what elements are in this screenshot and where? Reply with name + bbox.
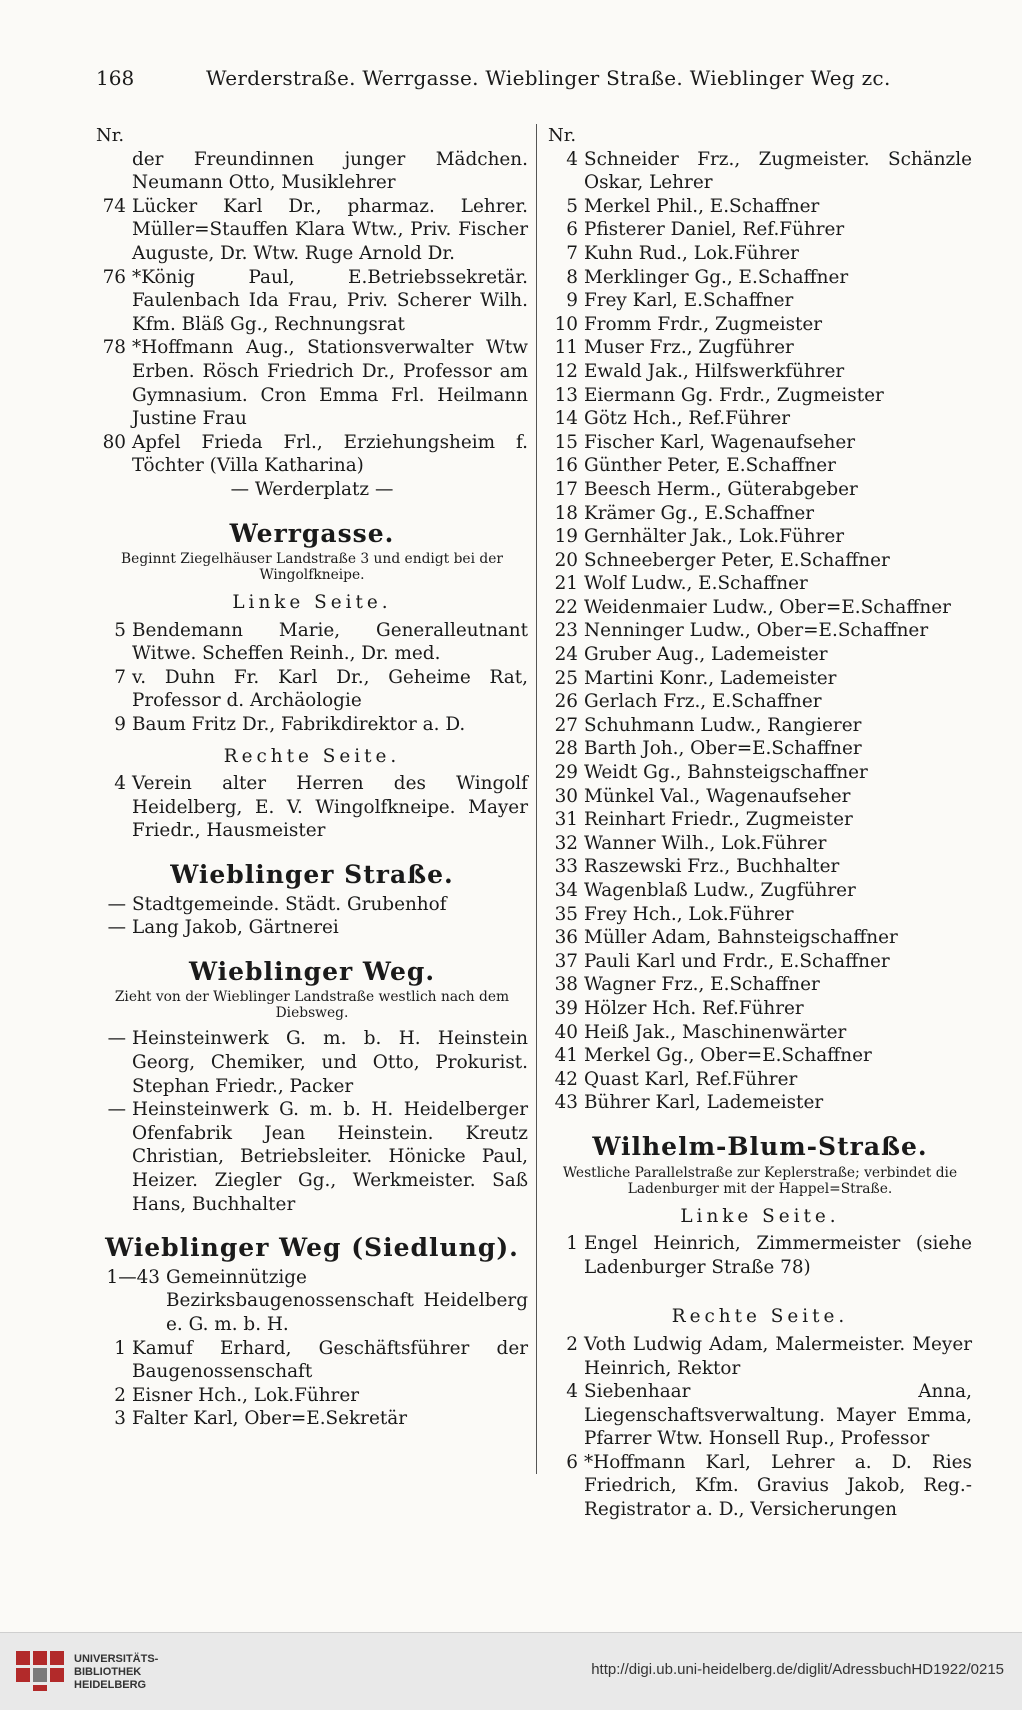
house-number: 40 [554,1021,578,1043]
number-column-label: Nr. [96,125,125,146]
entry-text: Eisner Hch., Lok.Führer [132,1384,360,1406]
house-number: 2 [114,1384,126,1406]
list-item [96,713,528,737]
house-number: 31 [554,809,578,831]
continued-entry: der Freundinnen junger Mädchen. Neumann Otto, Musiklehrer [132,148,528,194]
street-description: Beginnt Ziegelhäuser Landstraße 3 und endigt bei der Wingolfkneipe. [121,551,503,584]
list-item [548,903,972,927]
entry-text: Beesch Herm., Güterabgeber [584,478,858,500]
entry-text: Merkel Gg., Ober=E.Schaffner [584,1045,872,1067]
entry-text: Gerlach Frz., E.Schaffner [584,691,822,713]
entry-text: Hölzer Hch. Ref.Führer [584,997,804,1019]
entry-text: Schneeberger Peter, E.Schaffner [584,549,890,571]
entry-text: Lang Jakob, Gärtnerei [132,917,339,939]
entry-text: Barth Joh., Ober=E.Schaffner [584,738,862,760]
entry-text: Gernhälter Jak., Lok.Führer [584,526,845,548]
list-item [96,1098,528,1216]
list-item [548,973,972,997]
house-number: 10 [554,313,578,335]
square-marker: — Werderplatz — [230,478,394,500]
list-item [548,572,972,596]
house-number: 6 [566,219,578,241]
entry-text: Raszewski Frz., Buchhalter [584,856,840,878]
list-item [548,785,972,809]
list-item [548,714,972,738]
library-name [74,1653,158,1692]
list-item [548,525,972,549]
entry-text: Weidenmaier Ludw., Ober=E.Schaffner [584,596,951,618]
entry-text: Voth Ludwig Adam, Malermeister. Meyer Heinrich, Rektor [584,1333,972,1379]
street-heading: Wilhelm-Blum-Straße. [592,1131,928,1161]
left-column [96,124,528,1431]
house-number: 74 [102,195,126,217]
entry-text: Münkel Val., Wagenaufseher [584,785,851,807]
list-item [96,431,528,478]
entry-text: Engel Heinrich, Zimmermeister (siehe Ladenburger Straße 78) [584,1233,972,1278]
library-name-line: UNIVERSITÄTS- [74,1653,159,1665]
entry-text: Bendemann Marie, Generalleutnant Witwe. Scheffen Reinh., Dr. med. [132,619,528,665]
list-item [548,218,972,242]
list-item [548,407,972,431]
house-number: 30 [554,785,578,807]
street-description: Westliche Parallelstraße zur Keplerstraße; verbindet die Ladenburger mit der Happel=Straße. [562,1164,958,1197]
viewer-footer [0,1632,1022,1710]
entry-text: Frey Karl, E.Schaffner [584,290,794,312]
house-number-range: 1—43 [106,1266,160,1288]
entry-text: *Hoffmann Aug., Stationsverwalter Wtw Erben. Rösch Friedrich Dr., Professor am Gymnasium. Cron Emma Frl. Heilmann Justine Frau [132,337,528,430]
list-item [96,893,528,917]
street-heading: Werrgasse. [229,518,395,548]
house-number: 23 [554,620,578,642]
university-library-logo-icon [14,1649,66,1693]
entry-text: Quast Karl, Ref.Führer [584,1068,798,1090]
permalink-url[interactable]: http://digi.ub.uni-heidelberg.de/diglit/AdressbuchHD1922/0215 [591,1661,1004,1678]
list-item [548,1380,972,1451]
street-description: Zieht von der Wieblinger Landstraße westlich nach dem Diebsweg. [114,989,510,1022]
house-number: 41 [554,1045,578,1067]
list-item [548,360,972,384]
entry-text: Siebenhaar Anna, Liegenschaftsverwaltung. Mayer Emma, Pfarrer Wtw. Honsell Rup., Professor [584,1381,972,1450]
house-number: 27 [554,714,578,736]
house-number: 17 [554,478,578,500]
list-item [548,808,972,832]
list-item [548,313,972,337]
resident-list [548,148,972,1115]
list-item [96,1266,528,1337]
entry-text: Lücker Karl Dr., pharmaz. Lehrer. Müller=Stauffen Klara Wtw., Priv. Fischer Auguste, Dr. Wtw. Ruge Arnold Dr. [132,195,528,264]
entry-text: Frey Hch., Lok.Führer [584,903,794,925]
side-heading: Rechte Seite. [671,1306,849,1328]
list-item [96,619,528,666]
library-name-line: BIBLIOTHEK [74,1666,142,1678]
library-name-line: HEIDELBERG [74,1679,147,1691]
list-item [548,879,972,903]
list-item [548,289,972,313]
list-item [96,916,528,940]
entry-text: Wanner Wilh., Lok.Führer [584,832,827,854]
entry-text: Kamuf Erhard, Geschäftsführer der Baugenossenschaft [132,1337,528,1383]
entry-text: Schuhmann Ludw., Rangierer [584,714,862,736]
house-number: 2 [566,1333,578,1355]
entry-text: Wagner Frz., E.Schaffner [584,974,820,996]
house-number: 18 [554,502,578,524]
house-number: 28 [554,738,578,760]
list-item [548,832,972,856]
entry-text: Fromm Frdr., Zugmeister [584,313,823,335]
list-item [548,667,972,691]
entry-text: Heinsteinwerk G. m. b. H. Heidelberger Ofenfabrik Jean Heinstein. Kreutz Christian, Betriebsleiter. Hönicke Paul, Heizer. Ziegler Gg., Werkmeister. Saß Hans, Buchhalter [132,1099,528,1215]
house-number: — [107,893,126,915]
list-item [548,431,972,455]
house-number: 76 [102,266,126,288]
entry-text: Gemeinnützige Bezirksbaugenossenschaft Heidelberg e. G. m. b. H. [166,1266,528,1335]
house-number: — [107,917,126,939]
spacer [548,1279,972,1297]
house-number: 11 [554,337,578,359]
entry-text: *König Paul, E.Betriebssekretär. Faulenbach Ida Frau, Priv. Scherer Wilh. Kfm. Bläß Gg., Rechnungsrat [132,266,528,335]
house-number: 12 [554,360,578,382]
list-item [548,478,972,502]
entry-text: Krämer Gg., E.Schaffner [584,502,815,524]
house-number: 34 [554,880,578,901]
list-item [96,195,528,266]
house-number: 9 [566,290,578,312]
list-item [548,737,972,761]
list-item [548,1068,972,1092]
house-number: 13 [554,384,578,406]
list-item [548,384,972,408]
side-heading: Linke Seite. [680,1205,840,1227]
side-heading: Linke Seite. [232,592,392,614]
list-item [548,1451,972,1522]
house-number: 38 [554,974,578,996]
house-number: 43 [554,1092,578,1114]
entry-text: Ewald Jak., Hilfswerkführer [584,360,845,382]
list-item [548,950,972,974]
list-item [548,454,972,478]
entry-text: Nenninger Ludw., Ober=E.Schaffner [584,620,929,642]
list-item [548,1232,972,1279]
house-number: 4 [566,1381,578,1403]
entry-text: *Hoffmann Karl, Lehrer a. D. Ries Friedrich, Kfm. Gravius Jakob, Reg.-Registrator a. D., Versicherungen [584,1451,972,1521]
house-number: 6 [566,1451,578,1473]
entry-text: Reinhart Friedr., Zugmeister [584,809,853,831]
entry-text: Müller Adam, Bahnsteigschaffner [584,927,898,949]
list-item [96,772,528,843]
entry-text: Merklinger Gg., E.Schaffner [584,266,849,288]
list-item [548,242,972,266]
entry-text: v. Duhn Fr. Karl Dr., Geheime Rat, Professor d. Archäologie [132,666,528,712]
entry-text: Martini Konr., Lademeister [584,667,837,689]
house-number: 14 [554,408,578,430]
house-number: 7 [566,242,578,264]
entry-text: Pfisterer Daniel, Ref.Führer [584,219,845,241]
house-number: 42 [554,1068,578,1090]
list-item [548,619,972,643]
list-item [96,1407,528,1431]
house-number: 20 [554,549,578,571]
house-number: 26 [554,691,578,713]
running-title: Werderstraße. Werrgasse. Wieblinger Straße. Wieblinger Weg zc. [206,66,891,90]
entry-text: Heiß Jak., Maschinenwärter [584,1021,847,1043]
entry-text: Fischer Karl, Wagenaufseher [584,431,856,453]
entry-text: Wagenblaß Ludw., Zugführer [584,880,856,901]
entry-text: Pauli Karl und Frdr., E.Schaffner [584,950,890,972]
house-number: — [107,1028,126,1050]
house-number: 29 [554,762,578,784]
entry-text: Baum Fritz Dr., Fabrikdirektor a. D. [132,714,466,736]
entry-text: Apfel Frieda Frl., Erziehungsheim f. Töchter (Villa Katharina) [132,431,528,477]
house-number: 9 [114,714,126,736]
list-item [548,1044,972,1068]
house-number: 32 [554,832,578,854]
house-number: 15 [554,431,578,453]
list-item [548,549,972,573]
entry-text: Bührer Karl, Lademeister [584,1092,824,1114]
side-heading: Rechte Seite. [223,745,401,767]
house-number: 36 [554,927,578,949]
right-column [548,124,972,1522]
list-item [548,1021,972,1045]
house-number: — [107,1099,126,1121]
list-item [548,336,972,360]
list-item [96,666,528,713]
entry-text: Heinsteinwerk G. m. b. H. Heinstein Georg, Chemiker, und Otto, Prokurist. Stephan Friedr., Packer [132,1028,528,1097]
house-number: 16 [554,455,578,477]
house-number: 1 [114,1337,126,1359]
entry-text: Gruber Aug., Lademeister [584,644,828,666]
list-item [548,997,972,1021]
list-item [548,195,972,219]
list-item [548,596,972,620]
page-number: 168 [96,66,135,90]
house-number: 80 [102,431,126,453]
entry-text: Merkel Phil., E.Schaffner [584,195,820,217]
house-number: 4 [566,148,578,170]
house-number: 39 [554,997,578,1019]
list-item [548,690,972,714]
house-number: 19 [554,526,578,548]
entry-text: Kuhn Rud., Lok.Führer [584,242,799,264]
entry-text: Schneider Frz., Zugmeister. Schänzle Oskar, Lehrer [584,148,972,194]
street-heading: Wieblinger Weg (Siedlung). [105,1233,519,1263]
list-item [548,926,972,950]
list-item [548,148,972,195]
house-number: 37 [554,950,578,972]
house-number: 22 [554,596,578,618]
column-divider [536,124,537,1474]
entry-text: Muser Frz., Zugführer [584,337,794,359]
list-item [548,643,972,667]
house-number: 7 [114,666,126,688]
street-heading: Wieblinger Weg. [188,956,436,986]
entry-text: Eiermann Gg. Frdr., Zugmeister [584,384,884,406]
house-number: 5 [566,195,578,217]
house-number: 35 [554,903,578,925]
entry-text: Weidt Gg., Bahnsteigschaffner [584,762,868,784]
entry-text: Stadtgemeinde. Städt. Grubenhof [132,893,447,915]
house-number: 4 [114,773,126,795]
list-item [548,1091,972,1115]
entry-text: Wolf Ludw., E.Schaffner [584,573,808,595]
house-number: 5 [114,619,126,641]
street-heading: Wieblinger Straße. [170,860,454,890]
list-item [548,761,972,785]
house-number: 3 [114,1408,126,1430]
number-column-label: Nr. [548,125,577,146]
list-item [548,1333,972,1380]
house-number: 24 [554,644,578,666]
list-item [96,1027,528,1098]
entry-text: Günther Peter, E.Schaffner [584,455,836,477]
list-item [96,1384,528,1408]
list-item [548,502,972,526]
entry-text: Götz Hch., Ref.Führer [584,408,791,430]
house-number: 8 [566,266,578,288]
entry-text: Falter Karl, Ober=E.Sekretär [132,1408,407,1430]
house-number: 25 [554,667,578,689]
list-item [96,1337,528,1384]
house-number: 78 [102,337,126,359]
list-item [96,336,528,430]
house-number: 1 [566,1233,578,1255]
entry-text: Verein alter Herren des Wingolf Heidelberg, E. V. Wingolfkneipe. Mayer Friedr., Hausmeister [132,773,528,842]
house-number: 21 [554,573,578,595]
list-item [548,855,972,879]
list-item [96,266,528,337]
list-item [548,266,972,290]
house-number: 33 [554,856,578,878]
